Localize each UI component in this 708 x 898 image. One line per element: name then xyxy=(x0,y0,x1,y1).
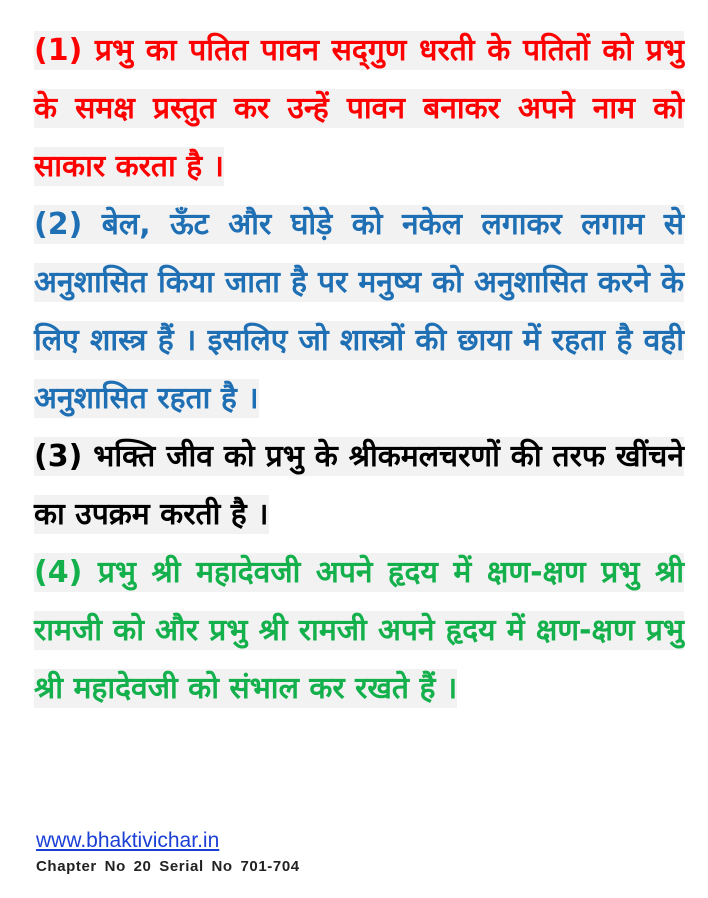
website-link[interactable]: www.bhaktivichar.in xyxy=(36,829,220,852)
article-body xyxy=(34,22,684,718)
paragraph-3 xyxy=(34,428,684,544)
footer xyxy=(36,828,636,878)
paragraph-4-text: (4) प्रभु श्री महादेवजी अपने हृदय में क्षण-क्षण प्रभु श्री रामजी को और प्रभु श्री रामजी अपने हृदय में क्षण-क्षण प्रभु श्री महादेवजी को संभाल कर रखते हैं । xyxy=(34,555,684,706)
paragraph-2 xyxy=(34,196,684,428)
paragraph-4 xyxy=(34,544,684,718)
chapter-serial-label: Chapter No 20 Serial No 701-704 xyxy=(36,858,300,875)
paragraph-1-text: (1) प्रभु का पतित पावन सद्‌गुण धरती के पतितों को प्रभु के समक्ष प्रस्तुत कर उन्हें पावन बनाकर अपने नाम को साकार करता है । xyxy=(34,33,684,184)
paragraph-2-text: (2) बेल, ऊँट और घोड़े को नकेल लगाकर लगाम से अनुशासित किया जाता है पर मनुष्य को अनुशासित करने के लिए शास्त्र हैं । इसलिए जो शास्त्रों की छाया में रहता है वही अनुशासित रहता है । xyxy=(34,207,684,416)
paragraph-3-text: (3) भक्ति जीव को प्रभु के श्रीकमलचरणों की तरफ खींचने का उपक्रम करती है । xyxy=(34,439,685,532)
paragraph-1 xyxy=(34,22,684,196)
